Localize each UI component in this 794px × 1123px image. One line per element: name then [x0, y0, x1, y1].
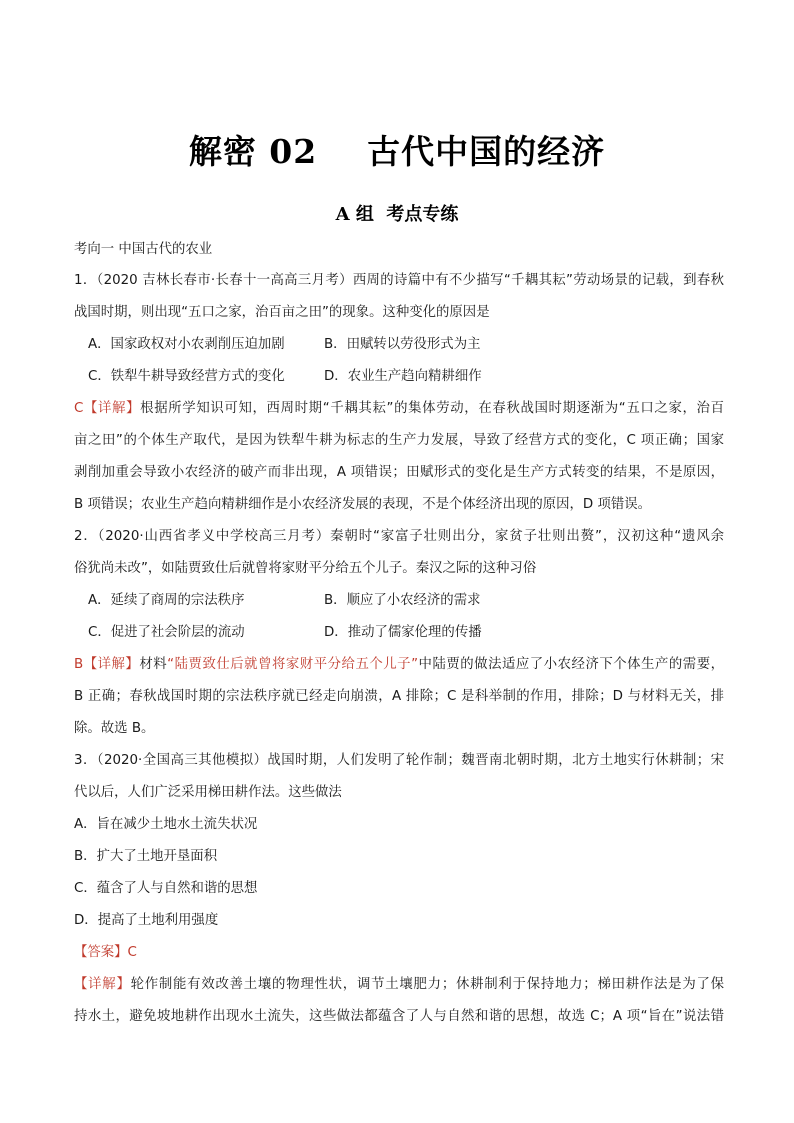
- section-group-title: A 组 考点专练: [335, 204, 459, 225]
- q3-analysis-line-1: 【详解】轮作制能有效改善土壤的物理性状，调节土壤肥力；休耕制利于保持地力；梯田耕作法是为了保: [74, 977, 724, 992]
- q3-option-a: A．旨在减少土地水土流失状况: [74, 817, 258, 832]
- section-heading: 考向一 中国古代的农业: [74, 242, 213, 257]
- q3-option-c: C．蕴含了人与自然和谐的思想: [74, 881, 258, 896]
- q3-answer: 【答案】C: [74, 945, 137, 960]
- q1-analysis-line-4: B 项错误；农业生产趋向精耕细作是小农经济发展的表现，不是个体经济出现的原因，D 项错误。: [74, 497, 652, 512]
- q1-options-row-2: [74, 368, 738, 386]
- q1-option-c: C．铁犁牛耕导致经营方式的变化: [88, 369, 285, 384]
- q2-option-b: B．顺应了小农经济的需求: [324, 593, 481, 608]
- q1-option-b: B．田赋转以劳役形式为主: [324, 337, 481, 352]
- q2-analysis-line-1: B【详解】材料“陆贾致仕后就曾将家财平分给五个儿子”中陆贾的做法适应了小农经济下个体生产的需要，: [74, 657, 724, 672]
- q1-option-a: A．国家政权对小农剥削压迫加剧: [88, 337, 285, 352]
- q1-analysis-line-1: C【详解】根据所学知识可知，西周时期“千耦其耘”的集体劳动，在春秋战国时期逐渐为“五口之家，治百: [74, 401, 724, 416]
- q3-stem-line-1: 3．（2020·全国高三其他模拟）战国时期，人们发明了轮作制；魏晋南北朝时期，北方土地实行休耕制；宋: [74, 753, 724, 768]
- page-title: 解密 02 古代中国的经济: [188, 132, 606, 171]
- q2-stem-line-2: 俗犹尚未改”，如陆贾致仕后就曾将家财平分给五个儿子。秦汉之际的这种习俗: [74, 561, 537, 576]
- q1-stem-line-1: 1．（2020 吉林长春市·长春十一高高三月考）西周的诗篇中有不少描写“千耦其耘”劳动场景的记载，到春秋: [74, 273, 724, 288]
- q3-stem-line-2: 代以后，人们广泛采用梯田耕作法。这些做法: [74, 785, 342, 800]
- q3-analysis-line-2: 持水土，避免坡地耕作出现水土流失，这些做法都蕴含了人与自然和谐的思想，故选 C；A 项“旨在”说法错: [74, 1009, 724, 1024]
- q1-analysis-line-3: 剥削加重会导致小农经济的破产而非出现，A 项错误；田赋形式的变化是生产方式转变的结果，不是原因，: [74, 465, 724, 480]
- q2-analysis-line-2: B 正确；春秋战国时期的宗法秩序就已经走向崩溃，A 排除；C 是科举制的作用，排除；D 与材料无关，排: [74, 689, 724, 704]
- q3-option-d: D．提高了土地利用强度: [74, 913, 219, 928]
- q2-options-row-1: [74, 592, 738, 610]
- q1-options-row-1: [74, 336, 738, 354]
- q2-option-c: C．促进了社会阶层的流动: [88, 625, 245, 640]
- q2-option-d: D．推动了儒家伦理的传播: [324, 625, 482, 640]
- q2-stem-line-1: 2．（2020·山西省孝义中学校高三月考）秦朝时“家富子壮则出分，家贫子壮则出赘”，汉初这种“遗风余: [74, 529, 724, 544]
- q2-option-a: A．延续了商周的宗法秩序: [88, 593, 245, 608]
- q3-option-b: B．扩大了土地开垦面积: [74, 849, 218, 864]
- q2-analysis-line-3: 除。故选 B。: [74, 721, 155, 736]
- q2-options-row-2: [74, 624, 738, 642]
- q1-option-d: D．农业生产趋向精耕细作: [324, 369, 482, 384]
- q1-analysis-line-2: 亩之田”的个体生产取代，是因为铁犁牛耕为标志的生产力发展，导致了经营方式的变化，C 项正确；国家: [74, 433, 724, 448]
- q1-stem-line-2: 战国时期，则出现“五口之家，治百亩之田”的现象。这种变化的原因是: [74, 305, 490, 320]
